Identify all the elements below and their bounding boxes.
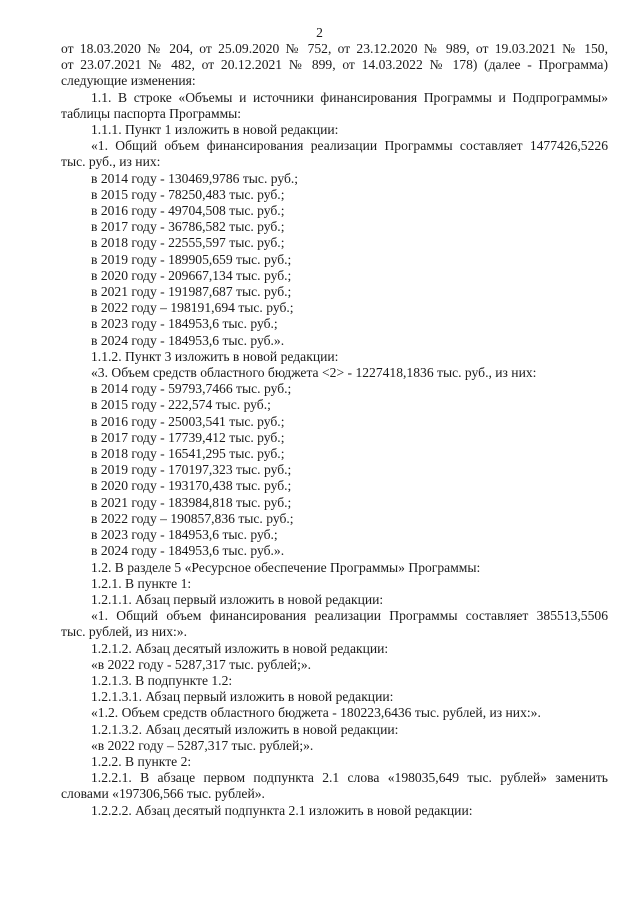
text-line: 1.2.1.3.2. Абзац десятый изложить в новой редакции:: [91, 721, 399, 737]
text-line: в 2015 году - 78250,483 тыс. руб.;: [91, 186, 285, 202]
text-line: «в 2022 году - 5287,317 тыс. рублей;».: [91, 656, 312, 672]
text-line: тыс. руб., из них:: [61, 154, 161, 170]
text-line: «3. Объем средств областного бюджета <2> - 1227418,1836 тыс. руб., из них:: [91, 365, 537, 381]
text-line: «1.2. Объем средств областного бюджета - 180223,6436 тыс. рублей, из них:».: [91, 705, 541, 721]
text-line: в 2020 году - 193170,438 тыс. руб.;: [91, 478, 292, 494]
text-line: 1.2.2.2. Абзац десятый подпункта 2.1 изложить в новой редакции:: [91, 802, 473, 818]
document-body: [61, 41, 608, 819]
text-line: 1.2.2.1. В абзаце первом подпункта 2.1 слова «198035,649 тыс. рублей» заменить: [91, 770, 608, 786]
text-line: в 2021 году - 183984,818 тыс. руб.;: [91, 494, 292, 510]
text-line: в 2020 году - 209667,134 тыс. руб.;: [91, 267, 292, 283]
text-line: 1.2.1.2. Абзац десятый изложить в новой редакции:: [91, 640, 389, 656]
text-line: 1.1.2. Пункт 3 изложить в новой редакции:: [91, 348, 339, 364]
text-line: в 2017 году - 17739,412 тыс. руб.;: [91, 429, 285, 445]
text-line: в 2024 году - 184953,6 тыс. руб.».: [91, 543, 285, 559]
text-line: в 2023 году - 184953,6 тыс. руб.;: [91, 316, 278, 332]
text-line: в 2023 году - 184953,6 тыс. руб.;: [91, 527, 278, 543]
text-line: в 2017 году - 36786,582 тыс. руб.;: [91, 219, 285, 235]
text-line: в 2019 году - 170197,323 тыс. руб.;: [91, 462, 292, 478]
text-line: в 2015 году - 222,574 тыс. руб.;: [91, 397, 271, 413]
text-line: «1. Общий объем финансирования реализации Программы составляет 385513,5506: [91, 608, 608, 624]
text-line: в 2018 году - 22555,597 тыс. руб.;: [91, 235, 285, 251]
text-line: «1. Общий объем финансирования реализации Программы составляет 1477426,5226: [91, 138, 608, 154]
text-line: 1.1. В строке «Объемы и источники финансирования Программы и Подпрограммы»: [91, 89, 608, 105]
text-line: в 2014 году - 130469,9786 тыс. руб.;: [91, 170, 299, 186]
page-number: 2: [316, 25, 323, 40]
text-line: в 2024 году - 184953,6 тыс. руб.».: [91, 332, 285, 348]
text-line: тыс. рублей, из них:».: [61, 624, 187, 640]
text-line: в 2022 году – 190857,836 тыс. руб.;: [91, 510, 294, 526]
text-line: следующие изменения:: [61, 73, 196, 89]
text-line: в 2016 году - 49704,508 тыс. руб.;: [91, 203, 285, 219]
text-line: 1.2.1. В пункте 1:: [91, 575, 192, 591]
text-line: в 2014 году - 59793,7466 тыс. руб.;: [91, 381, 292, 397]
text-line: в 2022 году – 198191,694 тыс. руб.;: [91, 300, 294, 316]
text-line: 1.1.1. Пункт 1 изложить в новой редакции:: [91, 122, 339, 138]
text-line: 1.2.1.3.1. Абзац первый изложить в новой редакции:: [91, 689, 394, 705]
text-line: от 23.07.2021 № 482, от 20.12.2021 № 899, от 14.03.2022 № 178) (далее - Программа): [61, 57, 608, 73]
text-line: словами «197306,566 тыс. рублей».: [61, 786, 265, 802]
text-line: 1.2.1.3. В подпункте 1.2:: [91, 672, 233, 688]
text-line: в 2016 году - 25003,541 тыс. руб.;: [91, 413, 285, 429]
text-line: в 2018 году - 16541,295 тыс. руб.;: [91, 446, 285, 462]
text-line: таблицы паспорта Программы:: [61, 105, 242, 121]
text-line: 1.2.2. В пункте 2:: [91, 753, 192, 769]
text-line: от 18.03.2020 № 204, от 25.09.2020 № 752, от 23.12.2020 № 989, от 19.03.2021 № 150,: [61, 41, 608, 56]
text-line: в 2021 году - 191987,687 тыс. руб.;: [91, 284, 292, 300]
text-line: 1.2. В разделе 5 «Ресурсное обеспечение Программы» Программы:: [91, 559, 481, 575]
text-line: в 2019 году - 189905,659 тыс. руб.;: [91, 251, 292, 267]
text-line: «в 2022 году – 5287,317 тыс. рублей;».: [91, 737, 314, 753]
text-line: 1.2.1.1. Абзац первый изложить в новой редакции:: [91, 591, 384, 607]
